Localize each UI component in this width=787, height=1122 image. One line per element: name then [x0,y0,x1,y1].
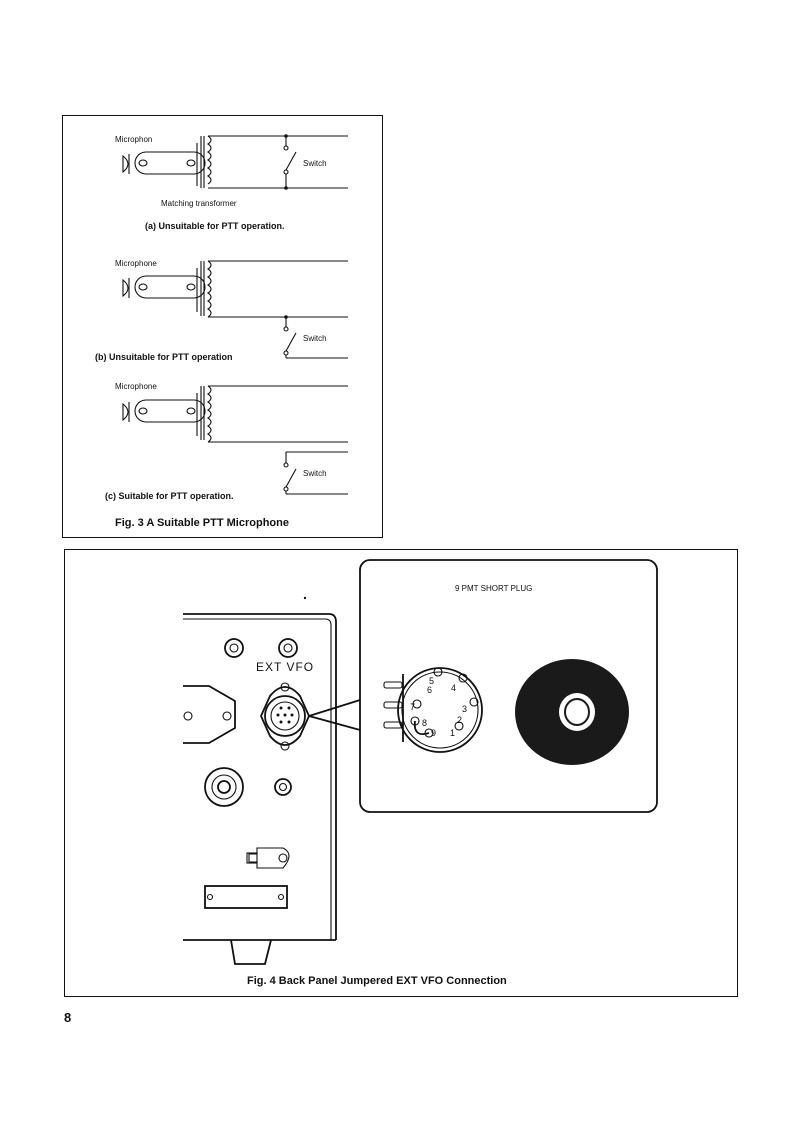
switch-a [286,152,296,170]
pin-1-label: 1 [450,728,456,738]
round-jack-icon [205,768,243,806]
microphone-icon [123,404,128,420]
microphone-icon [123,280,128,296]
switch-b [286,333,296,351]
left-connector [183,686,235,743]
caption-c: (c) Suitable for PTT operation. [105,491,234,501]
transformer-coil-a [208,136,211,184]
pin-7-label: 7 [410,702,416,712]
circuit-b [95,259,348,362]
figure-3-diagram [63,116,384,539]
circuit-c [105,382,348,501]
mic-label-c: Microphone [115,382,157,391]
switch-label-a: Switch [303,159,327,168]
switch-label-b: Switch [303,334,327,343]
mic-label-a: Microphon [115,135,153,144]
pin-9-label: 9 [431,728,437,738]
pin-3-label: 3 [462,704,468,714]
jack-icon [225,639,243,657]
caption-a: (a) Unsuitable for PTT operation. [145,221,285,231]
caption-b: (b) Unsuitable for PTT operation [95,352,233,362]
mic-label-b: Microphone [115,259,157,268]
pin-2-label: 2 [457,715,463,725]
pin-8-label: 8 [422,718,428,728]
foot [231,940,271,964]
transformer-coil-c [208,386,211,442]
figure-3-title: Fig. 3 A Suitable PTT Microphone [115,517,289,529]
plug-title: 9 PMT SHORT PLUG [455,584,533,593]
circuit-a [115,134,348,231]
octal-plug [384,668,482,752]
plug-inset [360,560,657,812]
jack-icon [279,639,297,657]
figure-3-panel [62,115,383,538]
transformer-coil-b [208,261,211,317]
microphone-icon [123,156,128,172]
transformer-label: Matching transformer [161,199,237,208]
pin-5-label: 5 [429,676,435,686]
page-number: 8 [64,1010,72,1025]
back-panel [183,597,336,964]
ext-vfo-label: EXT VFO [256,660,315,674]
pin-6-label: 6 [427,685,433,695]
switch-c [286,469,296,487]
small-jack-icon [275,779,291,795]
pin-4-label: 4 [451,683,457,693]
ground-lug [249,848,289,868]
switch-label-c: Switch [303,469,327,478]
tape-roll-icon [515,659,629,765]
figure-4-title: Fig. 4 Back Panel Jumpered EXT VFO Connection [247,975,507,987]
terminal-plate [205,886,287,908]
figure-4-drawing [65,550,739,998]
ext-vfo-socket [261,683,309,750]
figure-4-panel [64,549,738,997]
